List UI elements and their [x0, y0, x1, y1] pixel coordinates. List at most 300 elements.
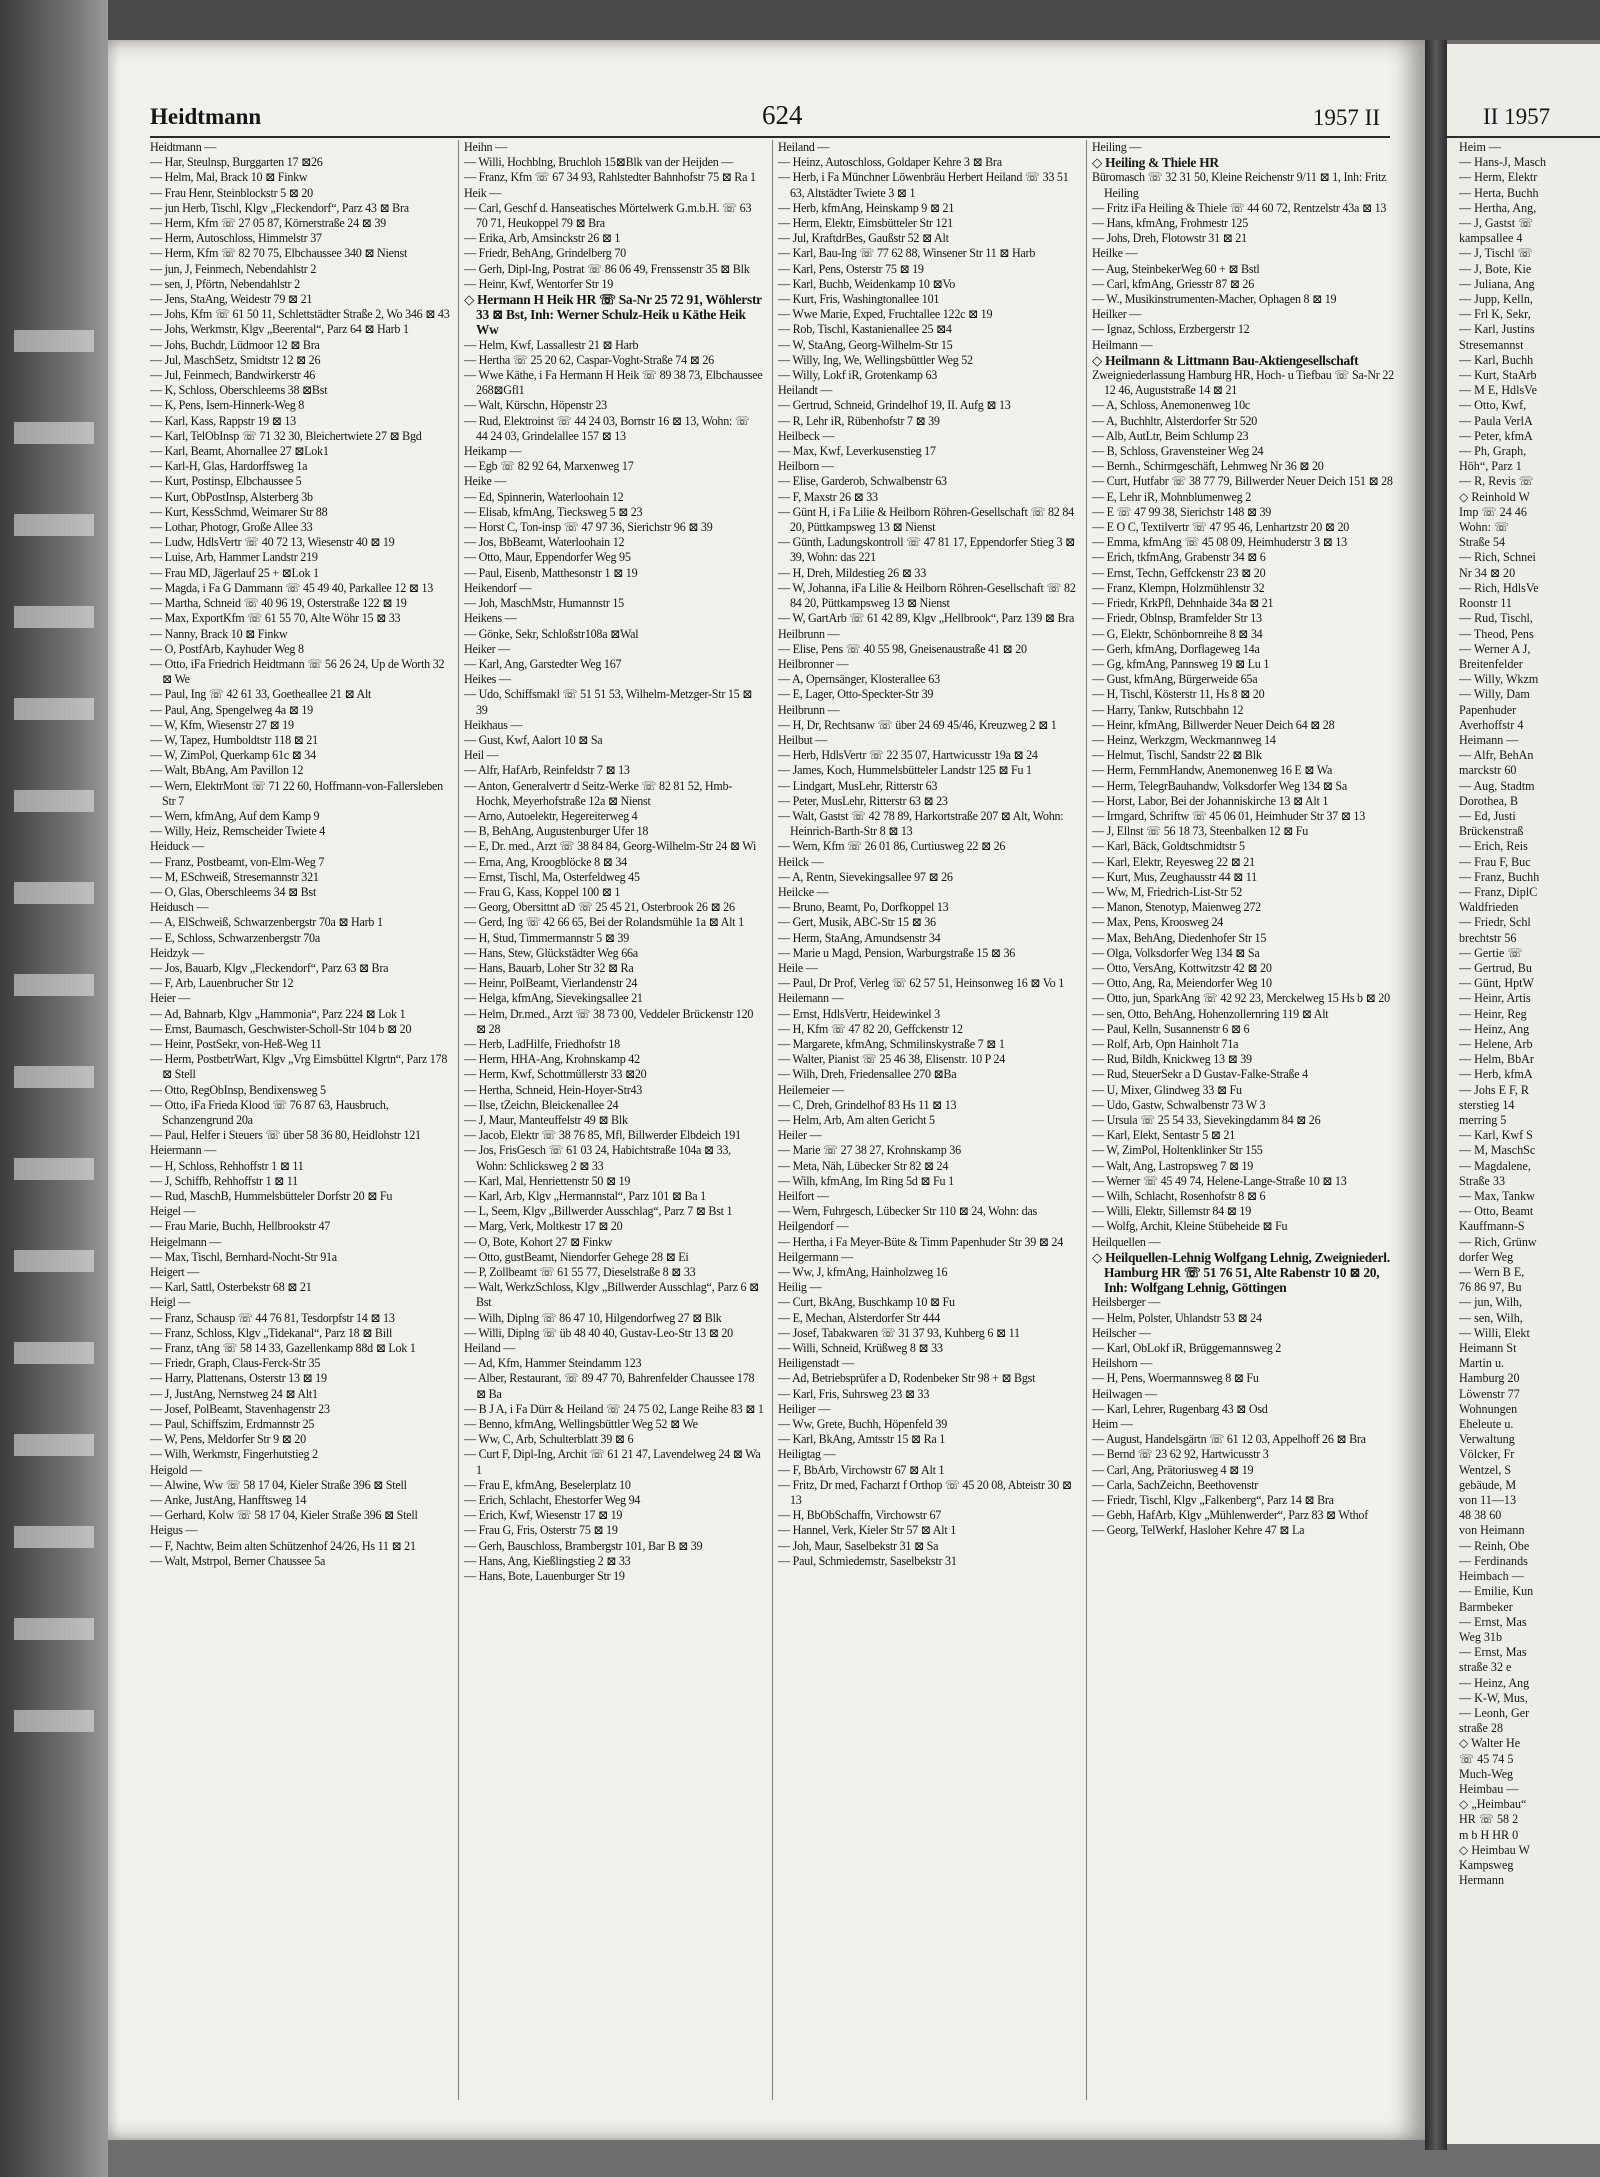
facing-page-entry: brechtstr 56 — [1459, 930, 1517, 945]
directory-entry: — jun, J, Feinmech, Nebendahlstr 2 — [150, 261, 317, 276]
directory-entry: — Herm, Autoschloss, Himmelstr 37 — [150, 231, 322, 246]
directory-entry: — Franz, Klempn, Holzmühlenstr 32 — [1092, 580, 1265, 595]
facing-page-entry: — Jupp, Kelln, — [1459, 292, 1533, 307]
directory-entry: — Alber, Restaurant, ☏ 89 47 70, Bahrenfelder Chaussee 178 ⊠ Ba — [464, 1371, 755, 1401]
facing-page-entry: m b H HR 0 — [1459, 1827, 1519, 1842]
directory-entry: — Ww, J, kfmAng, Hainholzweg 16 — [778, 1265, 948, 1280]
directory-entry: — Karl, Beamt, Ahornallee 27 ⊠Lok1 — [150, 444, 329, 459]
directory-entry: — Herb, i Fa Münchner Löwenbräu Herbert Heiland ☏ 33 51 63, Altstädter Twiete 3 ⊠ 1 — [778, 170, 1069, 200]
directory-entry: Heigert — — [150, 1265, 200, 1280]
directory-entry: — Franz, Schausp ☏ 44 76 81, Tesdorpfstr 14 ⊠ 13 — [150, 1310, 395, 1325]
directory-entry: — W, ZimPol, Holtenklinker Str 155 — [1092, 1143, 1263, 1158]
facing-page-entry: — Otto, Kwf, — [1459, 398, 1527, 413]
directory-entry: Heidtmann — — [150, 140, 217, 154]
directory-entry: — Walt, Gastst ☏ 42 78 89, Harkortstraße 207 ⊠ Alt, Wohn: Heinrich-Barth-Str 8 ⊠ 13 — [778, 808, 1064, 839]
directory-entry: — H, Kfm ☏ 47 82 20, Geffckenstr 12 — [778, 1021, 963, 1036]
directory-entry: Heilfort — — [778, 1189, 829, 1204]
directory-entry: — sen, Otto, BehAng, Hohenzollernring 119 ⊠ Alt — [1092, 1006, 1329, 1021]
directory-entry: Heigl — — [150, 1295, 191, 1310]
directory-entry: Heiling — — [1092, 140, 1142, 154]
directory-entry: Heilsberger — — [1092, 1295, 1161, 1310]
directory-entry: — H, Tischl, Kösterstr 11, Hs 8 ⊠ 20 — [1092, 687, 1265, 702]
facing-page-entry: Brückenstraß — [1459, 824, 1524, 839]
directory-entry: — Ernst, Techn, Geffckenstr 23 ⊠ 20 — [1092, 565, 1266, 580]
directory-entry: — Jacob, Elektr ☏ 38 76 85, Mfl, Billwerder Elbdeich 191 — [464, 1128, 741, 1143]
directory-entry: — Günt H, i Fa Lilie & Heilborn Röhren-Gesellschaft ☏ 82 84 20, Püttkampsweg 13 ⊠ Nienst — [778, 504, 1074, 535]
facing-page-entry: — Reinh, Obe — [1459, 1538, 1530, 1553]
directory-entry: — J, Maur, Manteuffelstr 49 ⊠ Blk — [464, 1113, 628, 1127]
directory-entry: — Walt, Mstrpol, Berner Chaussee 5a — [150, 1553, 326, 1568]
facing-page-entry: Löwenstr 77 — [1459, 1386, 1520, 1401]
directory-entry: — Otto, gustBeamt, Niendorfer Gehege 28 ⊠ Ei — [464, 1249, 689, 1264]
facing-page-entry: — Ernst, Mas — [1459, 1645, 1527, 1660]
directory-entry: Heilke — — [1092, 246, 1138, 261]
facing-page-entry: marckstr 60 — [1459, 763, 1517, 778]
directory-entry: Heilemann — — [778, 991, 844, 1006]
facing-page-entry: — Ed, Justi — [1459, 808, 1516, 823]
directory-entry: Heiermann — — [150, 1143, 217, 1158]
directory-entry: Heilandt — — [778, 383, 833, 398]
directory-entry: — Karl, Mal, Henriettenstr 50 ⊠ 19 — [464, 1173, 631, 1188]
directory-entry: — Bernh., Schirmgeschäft, Lehmweg Nr 36 ⊠ 20 — [1092, 459, 1324, 474]
facing-page-entry: Roonstr 11 — [1459, 596, 1512, 611]
directory-entry: — A, ElSchweiß, Schwarzenbergstr 70a ⊠ Harb 1 — [150, 915, 383, 930]
directory-entry: — Gönke, Sekr, Schloßstr108a ⊠Wal — [464, 626, 639, 641]
directory-entry: Heiker — — [464, 641, 511, 656]
facing-page-entry: — Werner A J, — [1459, 641, 1531, 656]
facing-page-entry: Hermann — [1459, 1873, 1504, 1888]
facing-page-entry: — Frau F, Buc — [1459, 854, 1531, 869]
facing-page-entry: — Otto, Beamt — [1459, 1204, 1534, 1219]
directory-entry: — Gerd, Ing ☏ 42 66 65, Bei der Rolandsmühle 1a ⊠ Alt 1 — [464, 915, 744, 930]
facing-page-entry: — Karl, Justins — [1459, 322, 1535, 337]
directory-entry: — Magda, i Fa G Dammann ☏ 45 49 40, Parkallee 12 ⊠ 13 — [150, 580, 434, 595]
directory-entry: — E, Dr. med., Arzt ☏ 38 84 84, Georg-Wilhelm-Str 24 ⊠ Wi — [464, 839, 757, 854]
directory-entry: — Benno, kfmAng, Wellingsbüttler Weg 52 ⊠ We — [464, 1417, 698, 1432]
directory-entry: — W, Johanna, iFa Lilie & Heilborn Röhren-Gesellschaft ☏ 82 84 20, Püttkampsweg 13 ⊠ Nienst — [778, 580, 1076, 611]
facing-page-entry: — Ferdinands — [1459, 1553, 1528, 1568]
facing-page-entry: 76 86 97, Bu — [1459, 1280, 1522, 1295]
facing-page-entry: Dorothea, B — [1459, 793, 1519, 808]
facing-page-entry: — Karl, Kwf S — [1459, 1128, 1533, 1143]
directory-entry: — Otto, iFa Friedrich Heidtmann ☏ 56 26 24, Up de Worth 32 ⊠ We — [150, 656, 445, 687]
directory-entry: ◇ Hermann H Heik HR ☏ Sa-Nr 25 72 91, Wöhlerstr 33 ⊠ Bst, Inh: Werner Schulz-Heik u Käthe Heik Ww — [464, 292, 762, 338]
directory-entry: — Gust, Kwf, Aalort 10 ⊠ Sa — [464, 732, 603, 747]
directory-entry: — A, Rentn, Sievekingsallee 97 ⊠ 26 — [778, 869, 953, 884]
directory-entry: — Friedr, Oblnsp, Bramfelder Str 13 — [1092, 611, 1262, 626]
directory-entry: — Frau E, kfmAng, Beselerplatz 10 — [464, 1477, 631, 1492]
facing-page-column — [1459, 140, 1600, 1888]
directory-entry: — Herm, TelegrBauhandw, Volksdorfer Weg 134 ⊠ Sa — [1092, 778, 1347, 793]
directory-entry: — Erika, Arb, Amsinckstr 26 ⊠ 1 — [464, 231, 621, 246]
directory-entry: — Gerh, kfmAng, Dorflageweg 14a — [1092, 641, 1260, 656]
directory-entry: — B, Schloss, Gravensteiner Weg 24 — [1092, 444, 1264, 459]
facing-page — [1447, 44, 1600, 2144]
directory-entry: — August, Handelsgärtn ☏ 61 12 03, Appelhoff 26 ⊠ Bra — [1092, 1432, 1366, 1447]
facing-page-entry: — Herb, kfmA — [1459, 1067, 1533, 1082]
scan-background — [0, 0, 1600, 40]
directory-entry: — Rud, Elektroinst ☏ 44 24 03, Bornstr 16 ⊠ 13, Wohn: ☏ 44 24 03, Grindelallee 157 ⊠ 13 — [464, 413, 750, 443]
directory-entry: — Karl, Arb, Klgv „Hermannstal“, Parz 101 ⊠ Ba 1 — [464, 1189, 706, 1204]
facing-page-entry: Wentzel, S — [1459, 1462, 1512, 1477]
facing-page-entry: — Franz, Buchh — [1459, 869, 1540, 884]
directory-entry: Heilborn — — [778, 459, 834, 474]
directory-entry: — Willy, Lokf iR, Grotenkamp 63 — [778, 368, 938, 383]
directory-entry: Heihn — — [464, 140, 507, 154]
directory-entry: — Hertha, i Fa Meyer-Büte & Timm Papenhuder Str 39 ⊠ 24 — [778, 1234, 1064, 1249]
directory-entry: Heiland — — [464, 1341, 516, 1356]
directory-entry: — Gert, Musik, ABC-Str 15 ⊠ 36 — [778, 915, 936, 930]
facing-page-entry: — Willi, Elekt — [1459, 1325, 1530, 1340]
directory-entry: — Gerh, Bauschloss, Brambergstr 101, Bar B ⊠ 39 — [464, 1538, 703, 1553]
directory-entry: — Herm, PostbetrWart, Klgv „Vrg Eimsbüttel Klgrtn“, Parz 178 ⊠ Stell — [150, 1052, 448, 1082]
directory-entry: — Manon, Stenotyp, Maienweg 272 — [1092, 900, 1261, 915]
facing-page-entry: — jun, Wilh, — [1459, 1295, 1523, 1310]
facing-page-header — [1447, 96, 1600, 138]
directory-entry: — J, Schiffb, Rehhoffstr 1 ⊠ 11 — [150, 1173, 298, 1188]
directory-entry: — Lindgart, MusLehr, Ritterstr 63 — [778, 778, 938, 793]
directory-entry: — Werner ☏ 45 49 74, Helene-Lange-Straße 10 ⊠ 13 — [1092, 1173, 1347, 1188]
facing-page-entry: Eheleute u. — [1459, 1417, 1514, 1432]
directory-entry: — Carl, kfmAng, Griesstr 87 ⊠ 26 — [1092, 276, 1255, 291]
facing-page-entry: — Ernst, Mas — [1459, 1614, 1527, 1629]
directory-entry: — Egb ☏ 82 92 64, Marxenweg 17 — [464, 459, 634, 474]
directory-entry: — Georg, Obersittnt aD ☏ 25 45 21, Osterbrook 26 ⊠ 26 — [464, 900, 735, 915]
directory-entry: — Jul, KraftdrBes, Gaußstr 52 ⊠ Alt — [778, 231, 949, 246]
directory-entry: — Willi, Schneid, Krüßweg 8 ⊠ 33 — [778, 1341, 943, 1356]
directory-entry: Heier — — [150, 991, 191, 1006]
directory-entry: — Marg, Verk, Moltkestr 17 ⊠ 20 — [464, 1219, 623, 1234]
directory-entry: — Ww, C, Arb, Schulterblatt 39 ⊠ 6 — [464, 1432, 634, 1447]
facing-page-entry: Wohn: ☏ — [1459, 520, 1510, 535]
directory-entry: — G, Elektr, Schönbornreihe 8 ⊠ 34 — [1092, 626, 1263, 641]
directory-entry: — James, Koch, Hummelsbütteler Landstr 125 ⊠ Fu 1 — [778, 763, 1032, 778]
directory-entry: — H, Stud, Timmermannstr 5 ⊠ 39 — [464, 930, 629, 945]
directory-entry: — Rolf, Arb, Opn Hainholt 71a — [1092, 1036, 1239, 1051]
directory-entry: — Johs, Werkmstr, Klgv „Beerental“, Parz 64 ⊠ Harb 1 — [150, 322, 409, 337]
directory-entry: — Heinr, PostSekr, von-Heß-Weg 11 — [150, 1036, 322, 1051]
facing-page-entry: — Kurt, StaArb — [1459, 368, 1537, 383]
facing-page-entry: Nr 34 ⊠ 20 — [1459, 565, 1516, 580]
directory-entry: — Franz, Postbeamt, von-Elm-Weg 7 — [150, 854, 325, 869]
directory-entry: — E, Schloss, Schwarzenbergstr 70a — [150, 930, 320, 945]
directory-entry: Heilscher — — [1092, 1325, 1151, 1340]
directory-entry: — Marie ☏ 27 38 27, Krohnskamp 36 — [778, 1143, 961, 1158]
directory-entry: Heilker — — [1092, 307, 1142, 322]
directory-entry: — W, StaAng, Georg-Wilhelm-Str 15 — [778, 337, 953, 352]
directory-entry: — Karl, Sattl, Osterbekstr 68 ⊠ 21 — [150, 1280, 312, 1295]
facing-page-entry: — Johs E F, R — [1459, 1082, 1529, 1097]
directory-entry: — Rob, Tischl, Kastanienallee 25 ⊠4 — [778, 322, 952, 337]
directory-entry: Heilemeier — — [778, 1082, 844, 1097]
directory-entry: — Gerhard, Kolw ☏ 58 17 04, Kieler Straße 396 ⊠ Stell — [150, 1508, 418, 1523]
facing-page-entry: Kampsweg — [1459, 1857, 1514, 1872]
directory-entry: — Jens, StaAng, Weidestr 79 ⊠ 21 — [150, 292, 313, 307]
directory-entry: — Helm, Kwf, Lassallestr 21 ⊠ Harb — [464, 337, 639, 352]
facing-page-entry: straße 32 e — [1459, 1660, 1512, 1675]
directory-entry: — Herb, LadHilfe, Friedhofstr 18 — [464, 1036, 620, 1051]
facing-page-entry: — M E, HdlsVe — [1459, 383, 1537, 398]
directory-entry: — Herm, Kfm ☏ 27 05 87, Körnerstraße 24 ⊠ 39 — [150, 216, 386, 231]
directory-entry: — Karl, Ang, Garstedter Weg 167 — [464, 656, 622, 671]
running-head-name: Heidtmann — [150, 104, 262, 129]
directory-entry: — Walt, WerkzSchloss, Klgv „Billwerder Ausschlag“, Parz 6 ⊠ Bst — [464, 1280, 759, 1310]
directory-entry: — Frau Henr, Steinblockstr 5 ⊠ 20 — [150, 185, 313, 200]
directory-entry: Heilig — — [778, 1280, 822, 1295]
facing-page-entry: — Rich, Grünw — [1459, 1234, 1537, 1249]
directory-entry: — Gg, kfmAng, Pannsweg 19 ⊠ Lu 1 — [1092, 656, 1270, 671]
directory-entry: — Wern, Kfm ☏ 26 01 86, Curtiusweg 22 ⊠ 26 — [778, 839, 1006, 854]
directory-entry: — E, Lehr iR, Mohnblumenweg 2 — [1092, 489, 1252, 504]
directory-entry: — U, Mixer, Glindweg 33 ⊠ Fu — [1092, 1082, 1242, 1097]
directory-entry: — Herb, HdlsVertr ☏ 22 35 07, Hartwicusstr 19a ⊠ 24 — [778, 748, 1038, 763]
directory-entry: — J, JustAng, Nernstweg 24 ⊠ Alt1 — [150, 1386, 318, 1401]
directory-entry: — Paul, Helfer i Steuers ☏ über 58 36 80, Heidlohstr 121 — [150, 1128, 421, 1143]
directory-entry: — Karl, BkAng, Amtsstr 15 ⊠ Ra 1 — [778, 1432, 946, 1447]
facing-page-entry: von Heimann — [1459, 1523, 1525, 1538]
directory-entry: Heilbrunn — — [778, 702, 840, 717]
directory-entry: Heilgendorf — — [778, 1219, 849, 1234]
facing-page-entry: Höh“, Parz 1 — [1459, 459, 1522, 474]
facing-page-entry: — Paula VerlA — [1459, 413, 1533, 428]
directory-entry: — Otto, jun, SparkAng ☏ 42 92 23, Merckelweg 15 Hs b ⊠ 20 — [1092, 991, 1390, 1006]
directory-entry: — Max, BehAng, Diedenhofer Str 15 — [1092, 930, 1267, 945]
directory-entry: — Gebh, HafArb, Klgv „Mühlenwerder“, Parz 83 ⊠ Wthof — [1092, 1508, 1368, 1523]
directory-entry: — W, Kfm, Wiesenstr 27 ⊠ 19 — [150, 717, 294, 732]
directory-entry: — Josef, Tabakwaren ☏ 31 37 93, Kuhberg 6 ⊠ 11 — [778, 1325, 1020, 1340]
directory-entry: Heik — — [464, 185, 502, 200]
directory-entry: — Paul, Eisenb, Matthesonstr 1 ⊠ 19 — [464, 565, 638, 580]
directory-entry: — Nanny, Brack 10 ⊠ Finkw — [150, 626, 288, 641]
directory-entry: — Margarete, kfmAng, Schmilinskystraße 7 ⊠ 1 — [778, 1036, 1005, 1051]
facing-page-entry: Straße 54 — [1459, 535, 1506, 550]
directory-entry: — Udo, Gastw, Schwalbenstr 73 W 3 — [1092, 1097, 1266, 1112]
directory-entry: — Karl, Buchb, Weidenkamp 10 ⊠Vo — [778, 276, 956, 291]
facing-page-entry: — Franz, DiplC — [1459, 884, 1538, 899]
facing-page-entry: — Alfr, BehAn — [1459, 748, 1534, 763]
facing-page-entry: — Ph, Graph, — [1459, 444, 1527, 459]
directory-entry: — H, BbObSchaffn, Virchowstr 67 — [778, 1508, 942, 1523]
directory-entry: Heil — — [464, 748, 499, 763]
running-head-year: 1957 II — [1312, 105, 1380, 130]
facing-page-entry: — K-W, Mus, — [1459, 1690, 1528, 1705]
directory-entry: — Erna, Ang, Kroogblöcke 8 ⊠ 34 — [464, 854, 627, 869]
facing-page-entry: — Helene, Arb — [1459, 1036, 1533, 1051]
directory-entry: — Friedr, KrkPfl, Dehnhaide 34a ⊠ 21 — [1092, 596, 1274, 611]
directory-entry: Heilwagen — — [1092, 1386, 1157, 1401]
directory-entry: — O, Bote, Kohort 27 ⊠ Finkw — [464, 1234, 613, 1249]
facing-page-entry: — Hertha, Ang, — [1459, 200, 1537, 215]
directory-entry: — Erich, tkfmAng, Grabenstr 34 ⊠ 6 — [1092, 550, 1266, 565]
directory-entry: — Frau Marie, Buchh, Hellbrookstr 47 — [150, 1219, 331, 1234]
directory-entry: — Ww, M, Friedrich-List-Str 52 — [1092, 884, 1243, 899]
directory-entry: — Ignaz, Schloss, Erzbergerstr 12 — [1092, 322, 1250, 337]
directory-entry: Heilbrunn — — [778, 626, 840, 641]
directory-entry: Heiler — — [778, 1128, 822, 1143]
facing-page-entry: Weg 31b — [1459, 1629, 1503, 1644]
directory-column-2 — [464, 140, 764, 2120]
facing-page-entry: Heim — — [1459, 140, 1501, 154]
facing-page-entry: Hamburg 20 — [1459, 1371, 1520, 1386]
facing-page-entry: — Herta, Buchh — [1459, 185, 1539, 200]
directory-entry: — Karl, Elektr, Reyesweg 22 ⊠ 21 — [1092, 854, 1255, 869]
directory-entry: Heilbeck — — [778, 428, 835, 443]
directory-entry: — H, Pens, Woermannsweg 8 ⊠ Fu — [1092, 1371, 1259, 1386]
directory-entry: Heilbronner — — [778, 656, 849, 671]
directory-entry: — Wilh, Schlacht, Rosenhofstr 8 ⊠ 6 — [1092, 1189, 1266, 1204]
directory-entry: Heike — — [464, 474, 507, 489]
directory-entry: — Willy, Heiz, Remscheider Twiete 4 — [150, 824, 326, 839]
directory-entry: — Aug, SteinbekerWeg 60 + ⊠ Bstl — [1092, 261, 1260, 276]
directory-entry: — Anke, JustAng, Hanfftsweg 14 — [150, 1493, 307, 1508]
directory-entry: — Jos, FrisGesch ☏ 61 03 24, Habichtstraße 104a ⊠ 33, Wohn: Schlicksweg 2 ⊠ 33 — [464, 1143, 731, 1173]
directory-entry: — Heinr, kfmAng, Billwerder Neuer Deich 64 ⊠ 28 — [1092, 717, 1335, 732]
directory-entry: — J, Ellnst ☏ 56 18 73, Steenbalken 12 ⊠ Fu — [1092, 824, 1309, 839]
directory-entry: — Har, Steulnsp, Burggarten 17 ⊠26 — [150, 155, 323, 170]
directory-entry: — Herb, kfmAng, Heinskamp 9 ⊠ 21 — [778, 200, 955, 215]
directory-entry: — Curt, BkAng, Buschkamp 10 ⊠ Fu — [778, 1295, 955, 1310]
facing-page-entry: — Erich, Reis — [1459, 839, 1528, 854]
directory-entry: — Paul, Schmiedemstr, Saselbekstr 31 — [778, 1553, 957, 1568]
facing-page-entry: gebäude, M — [1459, 1477, 1517, 1492]
directory-entry: — Wilh, Dreh, Friedensallee 270 ⊠Ba — [778, 1067, 957, 1082]
directory-entry: — Karl, Elekt, Sentastr 5 ⊠ 21 — [1092, 1128, 1236, 1143]
directory-entry: — Ursula ☏ 25 54 33, Sievekingdamm 84 ⊠ 26 — [1092, 1113, 1321, 1127]
directory-entry: — Karl, Bau-Ing ☏ 77 62 88, Winsener Str 11 ⊠ Harb — [778, 246, 1036, 261]
directory-entry: — Herm, FernmHandw, Anemonenweg 16 E ⊠ Wa — [1092, 763, 1333, 778]
directory-entry: — Rud, SteuerSekr a D Gustav-Falke-Straße 4 — [1092, 1067, 1308, 1082]
facing-page-entry: Heimbach — — [1459, 1569, 1524, 1584]
facing-page-entry: — Willy, Wkzm — [1459, 672, 1539, 687]
facing-page-entry: — Aug, Stadtm — [1459, 778, 1535, 793]
directory-entry: — Herm, HHA-Ang, Krohnskamp 42 — [464, 1052, 640, 1067]
directory-entry: — Heinr, PolBeamt, Vierlandenstr 24 — [464, 976, 638, 991]
directory-entry: — Heinz, Werkzgm, Weckmannweg 14 — [1092, 732, 1276, 747]
directory-entry: — Rud, MaschB, Hummelsbütteler Dorfstr 20 ⊠ Fu — [150, 1189, 393, 1204]
directory-entry: Heiliger — — [778, 1401, 831, 1416]
directory-entry: — E O C, Textilvertr ☏ 47 95 46, Lenhartzstr 20 ⊠ 20 — [1092, 520, 1350, 535]
directory-entry: — Franz, Kfm ☏ 67 34 93, Rahlstedter Bahnhofstr 75 ⊠ Ra 1 — [464, 170, 756, 185]
facing-page-entry: Völcker, Fr — [1459, 1447, 1515, 1462]
directory-entry: — Ernst, Baumasch, Geschwister-Scholl-Str 104 b ⊠ 20 — [150, 1021, 412, 1036]
directory-entry: — B, BehAng, Augustenburger Ufer 18 — [464, 824, 649, 839]
directory-entry: ◇ Heilquellen-Lehnig Wolfgang Lehnig, Zweigniederl. Hamburg HR ☏ 51 76 51, Alte Rabenstr 10 ⊠ 20, Inh: Wolfgang Lehnig, Göttingen — [1092, 1249, 1390, 1296]
directory-entry: — Karl, Pens, Osterstr 75 ⊠ 19 — [778, 261, 924, 276]
facing-page-entry: — Juliana, Ang — [1459, 276, 1535, 291]
directory-entry: — C, Dreh, Grindelhof 83 Hs 11 ⊠ 13 — [778, 1097, 957, 1112]
directory-entry: — Johs, Kfm ☏ 61 50 11, Schlettstädter Straße 2, Wo 346 ⊠ 43 — [150, 307, 450, 322]
directory-entry: — Karl-H, Glas, Hardorffsweg 1a — [150, 459, 308, 474]
directory-entry: — Walt, Kürschn, Höpenstr 23 — [464, 398, 607, 413]
directory-entry: — Elise, Garderob, Schwalbenstr 63 — [778, 474, 947, 489]
directory-entry: — Herm, Kwf, Schottmüllerstr 33 ⊠20 — [464, 1067, 647, 1082]
directory-entry: — Lothar, Photogr, Große Allee 33 — [150, 520, 313, 535]
directory-entry: — Walter, Pianist ☏ 25 46 38, Elisenstr. 10 P 24 — [778, 1052, 1006, 1067]
directory-entry: — H, Dreh, Mildestieg 26 ⊠ 33 — [778, 565, 926, 580]
directory-entry: — Alwine, Ww ☏ 58 17 04, Kieler Straße 396 ⊠ Stell — [150, 1477, 407, 1492]
facing-page-entry: — Max, Tankw — [1459, 1189, 1535, 1204]
facing-page-entry: — M, MaschSc — [1459, 1143, 1536, 1158]
directory-column-1 — [150, 140, 450, 2120]
directory-entry: — Johs, Buchdr, Lüdmoor 12 ⊠ Bra — [150, 337, 320, 352]
directory-entry: — Johs, Dreh, Flotowstr 31 ⊠ 21 — [1092, 231, 1247, 246]
facing-page-entry: ◇ Reinhold W — [1459, 489, 1530, 504]
directory-entry: — W, ZimPol, Querkamp 61c ⊠ 34 — [150, 748, 316, 763]
directory-entry: — R, Lehr iR, Rübenhofstr 7 ⊠ 39 — [778, 413, 940, 428]
directory-entry: Heikes — — [464, 672, 511, 687]
page-number: 624 — [762, 100, 803, 130]
directory-entry: — Wilh, kfmAng, Im Ring 5d ⊠ Fu 1 — [778, 1173, 954, 1188]
directory-entry: — Friedr, BehAng, Grindelberg 70 — [464, 246, 626, 261]
directory-entry: — F, Nachtw, Beim alten Schützenhof 24/26, Hs 11 ⊠ 21 — [150, 1538, 416, 1553]
directory-entry: — Max, Pens, Kroosweg 24 — [1092, 915, 1224, 930]
directory-entry: — Walt, Ang, Lastropsweg 7 ⊠ 19 — [1092, 1158, 1254, 1173]
directory-entry: — A, Opernsänger, Klosterallee 63 — [778, 672, 940, 687]
facing-page-entry: — Friedr, Schl — [1459, 915, 1531, 930]
directory-entry: — Carla, SachZeichn, Beethovenstr — [1092, 1477, 1259, 1492]
directory-entry: — Paul, Kelln, Susannenstr 6 ⊠ 6 — [1092, 1021, 1250, 1036]
directory-entry: — Alb, AutLtr, Beim Schlump 23 — [1092, 428, 1249, 443]
directory-entry: — Frau G, Fris, Osterstr 75 ⊠ 19 — [464, 1523, 618, 1538]
directory-entry: — Karl, Kass, Rappstr 19 ⊠ 13 — [150, 413, 296, 428]
directory-entry: Heikhaus — — [464, 717, 523, 732]
directory-entry: — Wilh, Werkmstr, Fingerhutstieg 2 — [150, 1447, 318, 1462]
directory-entry: — E, Mechan, Alsterdorfer Str 444 — [778, 1310, 941, 1325]
facing-page-entry: Wohnungen — [1459, 1401, 1518, 1416]
directory-entry: — Jul, Feinmech, Bandwirkerstr 46 — [150, 368, 316, 383]
directory-entry: — Friedr, Graph, Claus-Ferck-Str 35 — [150, 1356, 321, 1371]
directory-entry: Heiligtag — — [778, 1447, 836, 1462]
facing-page-entry: — Rud, Tischl, — [1459, 611, 1533, 626]
directory-entry: — Paul, Schiffszim, Erdmannstr 25 — [150, 1417, 315, 1432]
directory-entry: — Horst C, Ton-insp ☏ 47 97 36, Sierichstr 96 ⊠ 39 — [464, 520, 713, 535]
facing-page-entry: — Theod, Pens — [1459, 626, 1534, 641]
directory-entry: — Hertha ☏ 25 20 62, Caspar-Voght-Straße 74 ⊠ 26 — [464, 352, 714, 367]
directory-entry: — Harry, Plattenans, Osterstr 13 ⊠ 19 — [150, 1371, 327, 1386]
facing-page-entry: Waldfrieden — [1459, 900, 1519, 915]
directory-entry: Heigus — — [150, 1523, 198, 1538]
directory-entry: — W, Pens, Meldorfer Str 9 ⊠ 20 — [150, 1432, 306, 1447]
directory-entry: — Wern, ElektrMont ☏ 71 22 60, Hoffmann-von-Fallersleben Str 7 — [150, 778, 443, 808]
directory-entry: — Helm, Polster, Uhlandstr 53 ⊠ 24 — [1092, 1310, 1262, 1325]
directory-entry: Heilmann — — [1092, 337, 1153, 352]
directory-entry: — Ed, Spinnerin, Waterloohain 12 — [464, 489, 624, 504]
page-header — [150, 96, 1390, 138]
directory-entry: — F, Arb, Lauenbrucher Str 12 — [150, 976, 294, 991]
directory-entry: Heidusch — — [150, 900, 209, 915]
directory-entry: — Heinz, Autoschloss, Goldaper Kehre 3 ⊠ Bra — [778, 155, 1002, 170]
directory-column-4 — [1092, 140, 1398, 2120]
directory-entry: ◇ Heilmann & Littmann Bau-Aktiengesellschaft — [1092, 352, 1359, 368]
directory-entry: — Günth, Ladungskontroll ☏ 47 81 17, Eppendorfer Stieg 3 ⊠ 39, Wohn: das 221 — [778, 535, 1075, 565]
directory-entry: — A, Buchhltr, Alsterdorfer Str 520 — [1092, 413, 1258, 428]
directory-entry: — Helmut, Tischl, Sandstr 22 ⊠ Blk — [1092, 748, 1262, 763]
facing-page-entry: — Leonh, Ger — [1459, 1705, 1530, 1720]
directory-entry: — Kurt, Fris, Washingtonallee 101 — [778, 292, 940, 307]
directory-entry: Heiligenstadt — — [778, 1356, 854, 1371]
directory-entry: Heiduck — — [150, 839, 204, 854]
directory-entry: — Meta, Näh, Lübecker Str 82 ⊠ 24 — [778, 1158, 949, 1173]
directory-entry: Heiland — — [778, 140, 830, 154]
directory-entry: — Hannel, Verk, Kieler Str 57 ⊠ Alt 1 — [778, 1523, 957, 1538]
facing-page-entry: Verwaltung — [1459, 1432, 1515, 1447]
directory-entry: — Kurt, KessSchmd, Weimarer Str 88 — [150, 504, 328, 519]
directory-entry: — Max, Tischl, Bernhard-Nocht-Str 91a — [150, 1249, 337, 1264]
facing-page-entry: — Heinr, Artis — [1459, 991, 1531, 1006]
facing-page-entry: ◇ Heimbau W — [1459, 1842, 1530, 1857]
directory-entry: Heilbut — — [778, 732, 828, 747]
directory-entry: Heilcke — — [778, 884, 829, 899]
